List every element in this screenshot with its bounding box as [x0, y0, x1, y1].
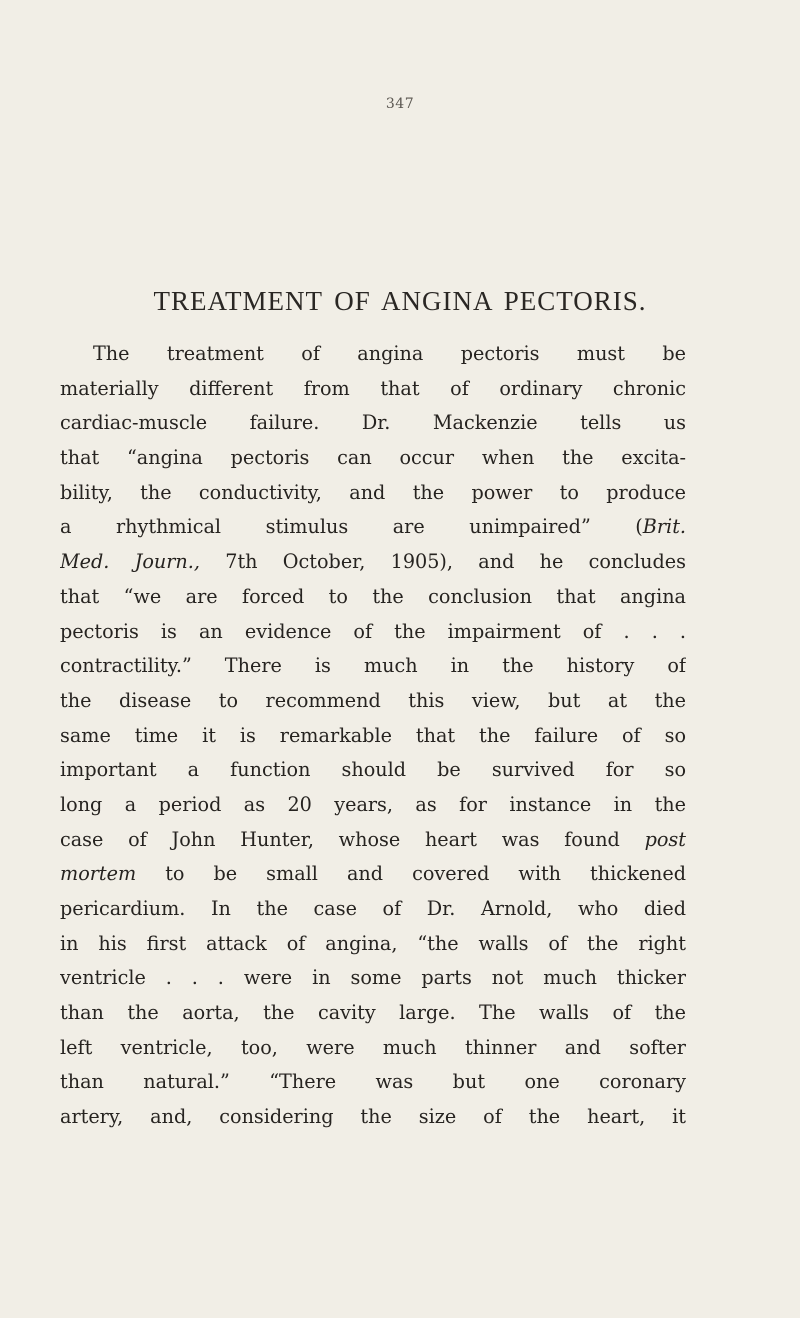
latin-italic: mortem	[60, 862, 137, 886]
text-line: important a function should be survived for so	[60, 758, 686, 782]
text-line: that “we are forced to the conclusion that angina	[60, 584, 686, 608]
text-line: than natural.” “There was but one coronary	[60, 1070, 686, 1094]
text-line: pericardium. In the case of Dr. Arnold, who died	[60, 897, 686, 920]
text-line: pectoris is an evidence of the impairment of . . .	[60, 619, 686, 643]
text-line: a rhythmical stimulus are unimpaired” (Brit.	[60, 515, 686, 539]
text-line: materially different from that of ordinary chronic	[60, 376, 686, 400]
text-line: bility, the conductivity, and the power to produce	[60, 480, 686, 504]
text-line: mortem to be small and covered with thickened	[60, 862, 686, 886]
text-line: same time it is remarkable that the failure of so	[60, 723, 686, 747]
text-line: case of John Hunter, whose heart was found post	[60, 827, 686, 851]
citation-italic: Brit.	[642, 515, 686, 539]
text-line: contractility.” There is much in the history of	[60, 654, 686, 678]
text-line: cardiac-muscle failure. Dr. Mackenzie tells us	[60, 411, 686, 435]
text-line: in his first attack of angina, “the walls of the right	[60, 931, 686, 955]
latin-italic: post	[644, 827, 686, 851]
citation-italic: Med. Journ.,	[60, 550, 200, 574]
body-text	[60, 337, 686, 1135]
text-line: that “angina pectoris can occur when the excita-	[60, 446, 686, 470]
page-number: 347	[385, 96, 415, 112]
text-line: Med. Journ., 7th October, 1905), and he concludes	[60, 550, 686, 574]
text-line: left ventricle, too, were much thinner and softer	[60, 1035, 686, 1059]
text-line: the disease to recommend this view, but at the	[60, 688, 686, 712]
text-line: than the aorta, the cavity large. The walls of the	[60, 1001, 686, 1025]
text-line: The treatment of angina pectoris must be	[93, 342, 686, 365]
chapter-title: TREATMENT OF ANGINA PECTORIS.	[153, 286, 647, 316]
text-line: artery, and, considering the size of the heart, it	[60, 1105, 686, 1129]
text-line: ventricle . . . were in some parts not much thicker	[60, 966, 686, 990]
text-line: long a period as 20 years, as for instance in the	[60, 792, 686, 816]
